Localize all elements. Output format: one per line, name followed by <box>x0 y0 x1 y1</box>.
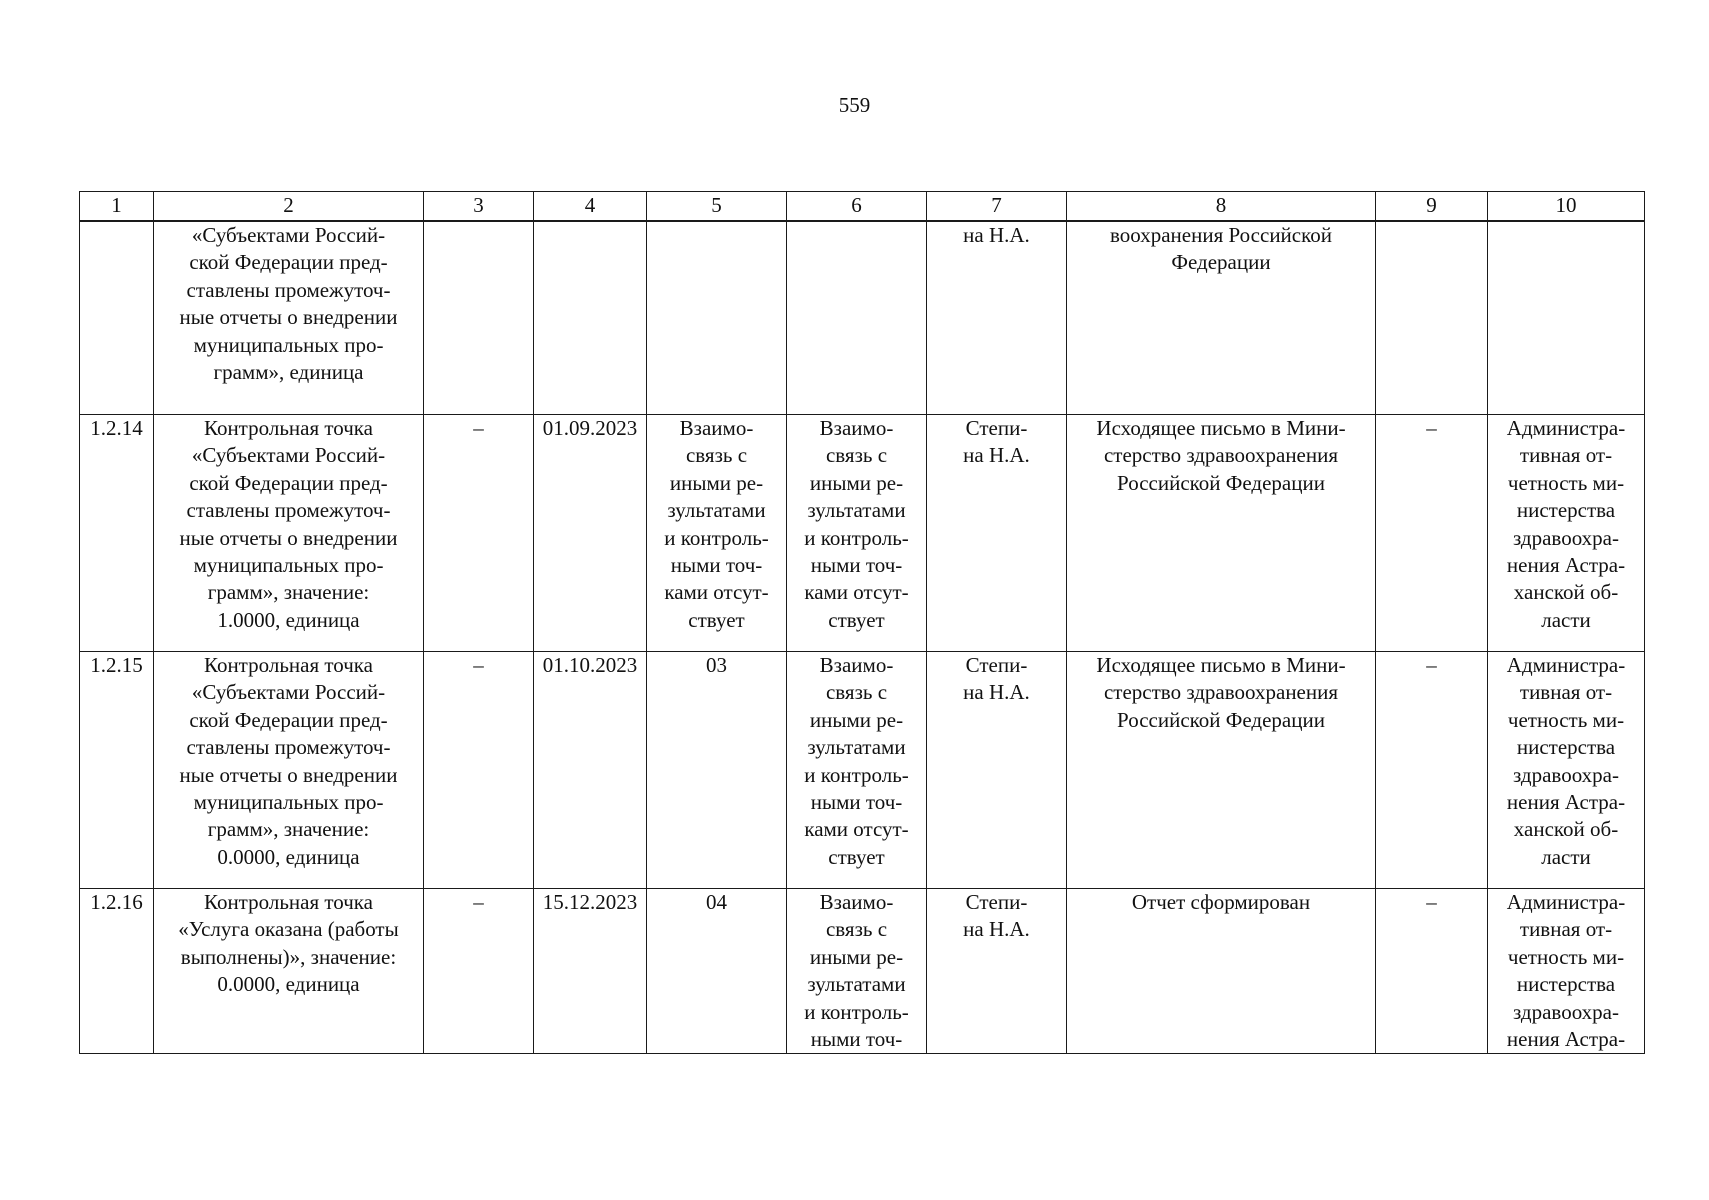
table-cell <box>647 221 787 415</box>
table-cell: 04 <box>647 889 787 1054</box>
item-number: 1.2.16 <box>80 889 154 1054</box>
table-cell: – <box>424 652 534 889</box>
plan-table <box>79 191 1645 1054</box>
table-cell: – <box>424 889 534 1054</box>
item-description: Контрольная точка «Услуга оказана (работы выполнены)», значение: 0.0000, единица <box>154 889 424 1054</box>
info-source: Администра- тивная от- четность ми- нистерства здравоохра- нения Астра- ханской об- ласти <box>1488 415 1645 652</box>
due-date: 01.10.2023 <box>534 652 647 889</box>
column-header: 9 <box>1376 192 1488 222</box>
document-type: воохранения Российской Федерации <box>1067 221 1376 415</box>
document-type: Исходящее письмо в Мини- стерство здравоохранения Российской Федерации <box>1067 652 1376 889</box>
info-source: Администра- тивная от- четность ми- нистерства здравоохра- нения Астра- ханской об- ласти <box>1488 652 1645 889</box>
table-cell: Взаимо- связь с иными ре- зультатами и контроль- ными точ- ками отсут- ствует <box>787 415 927 652</box>
due-date: 15.12.2023 <box>534 889 647 1054</box>
item-number: 1.2.14 <box>80 415 154 652</box>
document-type: Исходящее письмо в Мини- стерство здравоохранения Российской Федерации <box>1067 415 1376 652</box>
responsible-person: на Н.А. <box>927 221 1067 415</box>
column-header: 8 <box>1067 192 1376 222</box>
table-cell <box>1376 221 1488 415</box>
responsible-person: Степи- на Н.А. <box>927 652 1067 889</box>
column-header: 4 <box>534 192 647 222</box>
table-cell <box>424 221 534 415</box>
item-number <box>80 221 154 415</box>
column-header: 2 <box>154 192 424 222</box>
table-cell: Взаимо- связь с иными ре- зультатами и контроль- ными точ- <box>787 889 927 1054</box>
table-cell: 03 <box>647 652 787 889</box>
table-cell <box>787 221 927 415</box>
table-row <box>80 889 1645 1054</box>
item-description: «Субъектами Россий- ской Федерации пред- ставлены промежуточ- ные отчеты о внедрении муниципальных про- грамм», единица <box>154 221 424 415</box>
table-row <box>80 221 1645 415</box>
column-header: 7 <box>927 192 1067 222</box>
table-cell: – <box>424 415 534 652</box>
info-source: Администра- тивная от- четность ми- нистерства здравоохра- нения Астра- <box>1488 889 1645 1054</box>
item-description: Контрольная точка «Субъектами Россий- ской Федерации пред- ставлены промежуточ- ные отчеты о внедрении муниципальных про- грамм», значение: 0.0000, единица <box>154 652 424 889</box>
due-date: 01.09.2023 <box>534 415 647 652</box>
page-number: 559 <box>838 93 871 117</box>
table-row <box>80 652 1645 889</box>
column-header: 1 <box>80 192 154 222</box>
table-cell: Взаимо- связь с иными ре- зультатами и контроль- ными точ- ками отсут- ствует <box>647 415 787 652</box>
document-type: Отчет сформирован <box>1067 889 1376 1054</box>
column-header: 6 <box>787 192 927 222</box>
table-cell <box>534 221 647 415</box>
table-cell: – <box>1376 415 1488 652</box>
column-header: 10 <box>1488 192 1645 222</box>
table-cell: – <box>1376 889 1488 1054</box>
column-header: 5 <box>647 192 787 222</box>
item-description: Контрольная точка «Субъектами Россий- ской Федерации пред- ставлены промежуточ- ные отчеты о внедрении муниципальных про- грамм», значение: 1.0000, единица <box>154 415 424 652</box>
column-header: 3 <box>424 192 534 222</box>
header-row <box>80 192 1645 222</box>
item-number: 1.2.15 <box>80 652 154 889</box>
responsible-person: Степи- на Н.А. <box>927 415 1067 652</box>
info-source <box>1488 221 1645 415</box>
table-row <box>80 415 1645 652</box>
table-cell: – <box>1376 652 1488 889</box>
table-cell: Взаимо- связь с иными ре- зультатами и контроль- ными точ- ками отсут- ствует <box>787 652 927 889</box>
responsible-person: Степи- на Н.А. <box>927 889 1067 1054</box>
